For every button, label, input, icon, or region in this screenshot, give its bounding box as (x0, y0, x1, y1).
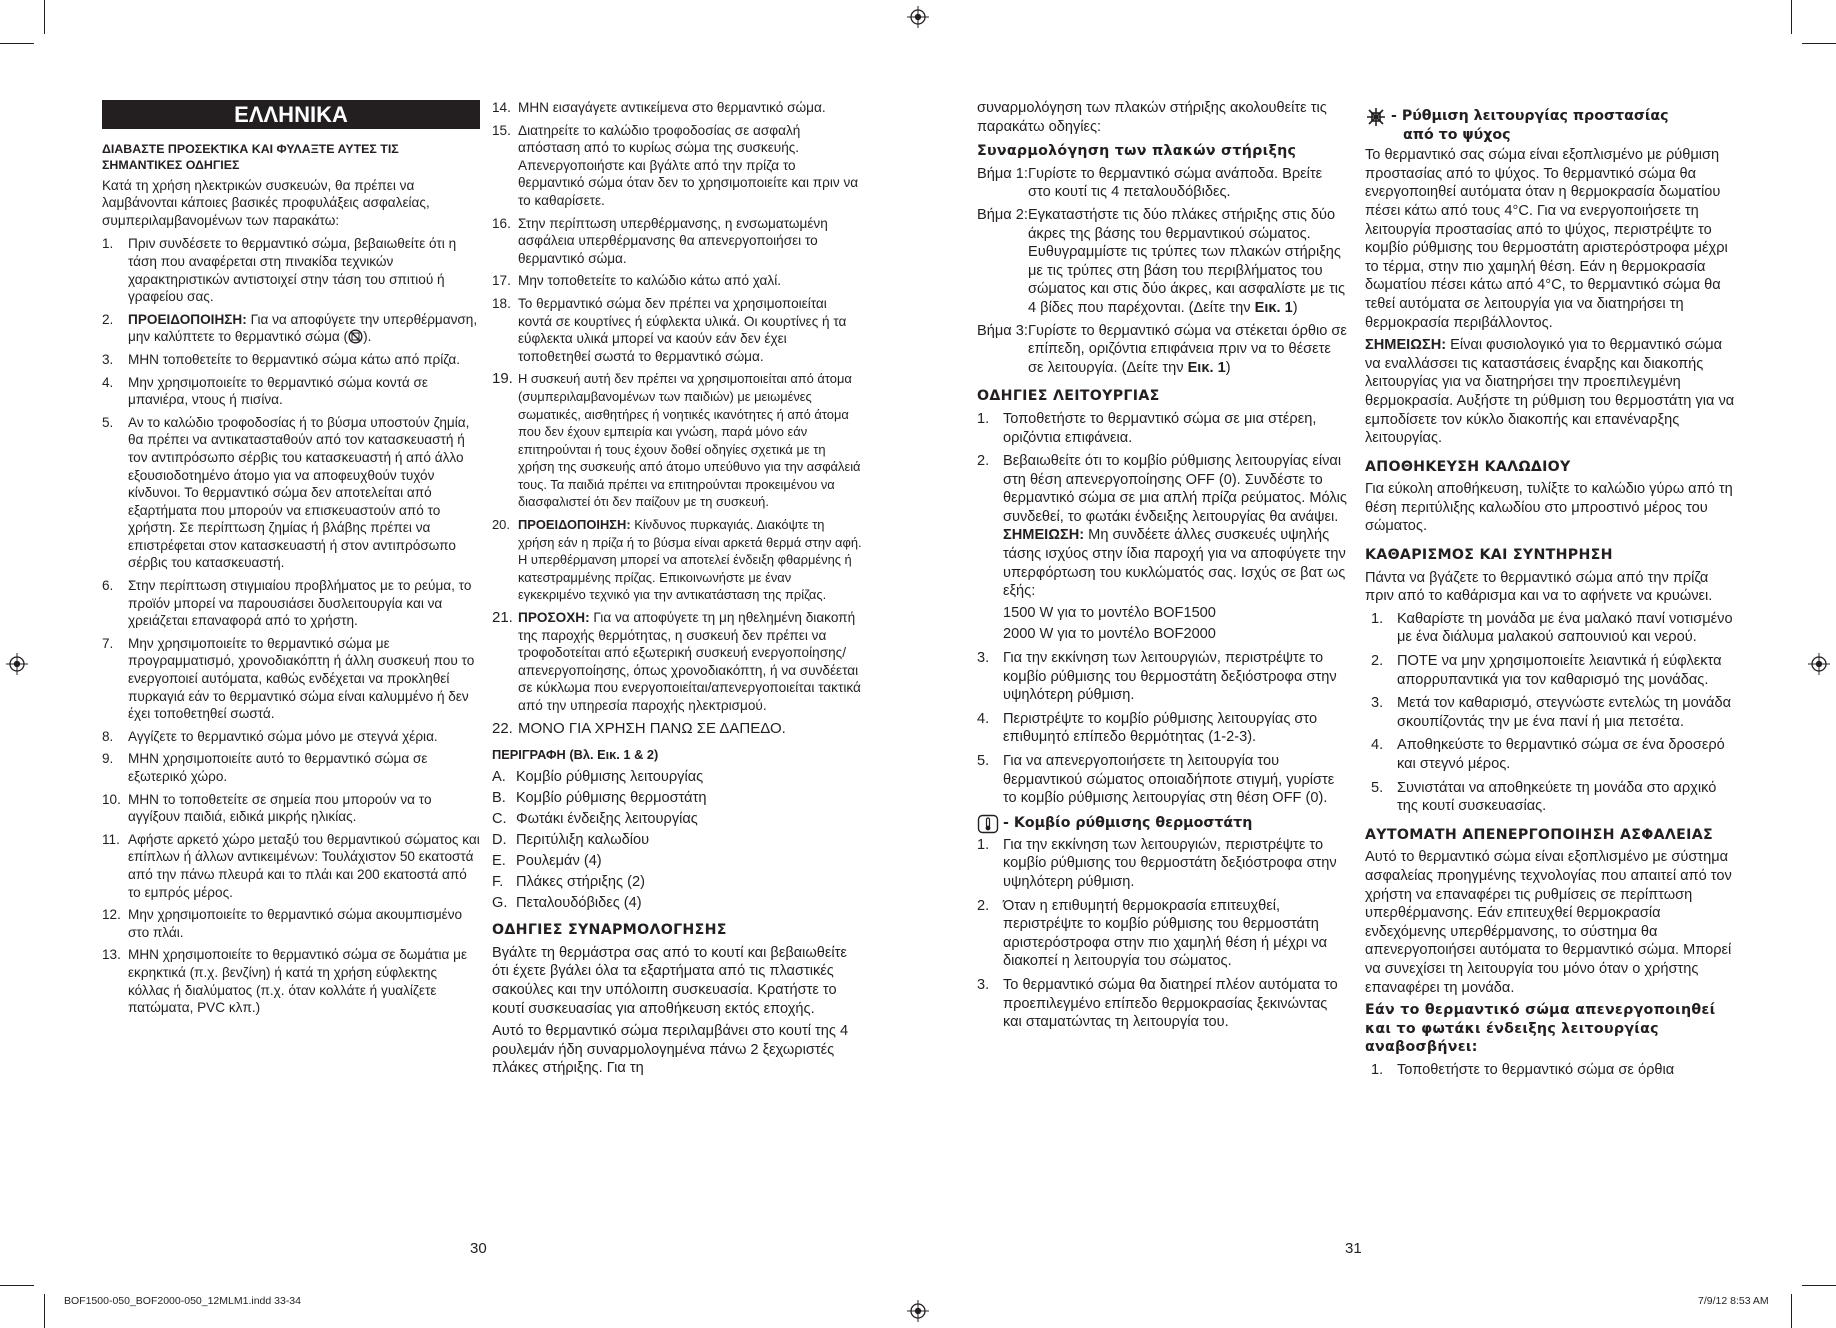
list-item: 8. Αγγίζετε το θερμαντικό σώμα μόνο με στεγνά χέρια. (102, 728, 438, 744)
assembly-text: συναρμολόγηση των πλακών στήριξης ακολουθείτε τις παρακάτω οδηγίες: (977, 100, 1327, 135)
list-item: 2. Όταν η επιθυμητή θερμοκρασία επιτευχθεί, περιστρέψτε το κομβίο ρύθμισης του θερμοστάτη αριστερόστροφα στην πιο χαμηλή θέση ή μέχρι να διακοπεί η λειτουργία του σώματος. (977, 897, 1328, 970)
list-item: 1. Καθαρίστε τη μονάδα με ένα μαλακό πανί νοτισμένο με ένα διάλυμα μαλακού σαπουνιού και νερού. (1371, 610, 1733, 646)
list-item: 15. Διατηρείτε το καλώδιο τροφοδοσίας σε ασφαλή απόσταση από το κυρίως σώμα της συσκευής. Απενεργοποιήστε και βγάλτε από την πρίζα το θερμαντικό σώμα όταν δεν το χρησιμοποιείτε και πριν να το καθαρίσετε. (492, 122, 859, 208)
list-item: 3. Μετά τον καθαρισμό, στεγνώστε εντελώς τη μονάδα σκουπίζοντάς την με ένα πανί ή μια πετσέτα. (1371, 695, 1732, 730)
auto-shutoff-subheading: Εάν το θερμαντικό σώμα απενεργοποιηθεί και το φωτάκι ένδειξης λειτουργίας αναβοσβήνει: (1365, 1002, 1716, 1056)
list-item: 10. ΜΗΝ το τοποθετείτε σε σημεία που μπορούν να το αγγίξουν παιδιά, ειδικά μικρής ηλικίας. (102, 791, 432, 825)
column-3 (977, 99, 1347, 1037)
list-item: 1. Πριν συνδέσετε το θερμαντικό σώμα, βεβαιωθείτε ότι η τάση που αναφέρεται στη πινακίδα τεχνικών χαρακτηριστικών αντιστοιχεί στην τάση του σπιτιού ή γραφείου σας. (102, 236, 457, 305)
list-item: 4. Μην χρησιμοποιείτε το θερμαντικό σώμα κοντά σε μπανιέρα, ντους ή πισίνα. (102, 374, 428, 408)
column-1 (102, 100, 480, 1022)
list-item: 9. ΜΗΝ χρησιμοποιείτε αυτό το θερμαντικό σώμα σε εξωτερικό χώρο. (102, 751, 428, 784)
list-item: 5. Για να απενεργοποιήσετε τη λειτουργία του θερμαντικού σώματος οποιαδήποτε στιγμή, γυρίστε το κομβίο ρύθμισης λειτουργίας στη θέση OFF (0). (977, 753, 1335, 807)
frost-heading: - Ρύθμιση λειτουργίας προστασίας από το ψύχος (1365, 107, 1735, 144)
cleaning-heading: ΚΑΘΑΡΙΣΜΟΣ ΚΑΙ ΣΥΝΤΗΡΗΣΗ (1365, 547, 1613, 564)
list-item: 11. Αφήστε αρκετό χώρο μεταξύ του θερμαντικού σώματος και επίπλων ή άλλων αντικειμένων: Τουλάχιστον 50 εκατοστά από την πάνω πλευρά και το πλάι και 200 εκατοστά από το εμπρός μέρος. (102, 831, 480, 900)
list-item: 17. Μην τοποθετείτε το καλώδιο κάτω από χαλί. (492, 273, 782, 289)
list-item: 18. Το θερμαντικό σώμα δεν πρέπει να χρησιμοποιείται κοντά σε κουρτίνες ή εύφλεκτα υλικά. Οι κουρτίνες ή τα εύφλεκτα υλικά μπορεί να καούν εάν δεν έχει τοποθετηθεί σωστά το θερμαντικό σώμα. (492, 295, 847, 364)
thermostat-heading: - Κομβίο ρύθμισης θερμοστάτη (977, 814, 1347, 834)
footer-date-slug: 7/9/12 8:53 AM (1698, 1295, 1769, 1307)
description-item: A. Κομβίο ρύθμισης λειτουργίας (492, 769, 704, 786)
assembly-text: Αυτό το θερμαντικό σώμα περιλαμβάνει στο κουτί της 4 ρουλεμάν ήδη συναρμολογημένα πάνω 2 ξεχωριστές πλάκες στήριξης. Για τη (492, 1023, 849, 1077)
list-item: 2. ΠΟΤΕ να μην χρησιμοποιείτε λειαντικά ή εύφλεκτα απορρυπαντικά για τον καθαρισμό της μονάδας. (1371, 653, 1722, 688)
auto-shutoff-heading: ΑΥΤΟΜΑΤΗ ΑΠΕΝΕΡΓΟΠΟΙΗΣΗ ΑΣΦΑΛΕΙΑΣ (1365, 826, 1714, 843)
list-item: 5. Συνιστάται να αποθηκεύετε τη μονάδα στο αρχικό της κουτί συσκευασίας. (1371, 779, 1717, 815)
crop-mark (44, 0, 45, 34)
list-item: 22. ΜΟΝΟ ΓΙΑ ΧΡΗΣΗ ΠΑΝΩ ΣΕ ΔΑΠΕΔΟ. (492, 719, 786, 737)
list-item: 6. Στην περίπτωση στιγμιαίου προβλήματος με το ρεύμα, το προϊόν μπορεί να παρουσιάσει δυσλειτουργία και να χρειάζεται επαναφορά από το χρήστη. (102, 578, 472, 629)
crop-mark (1802, 43, 1836, 44)
list-item: 2. ΠΡΟΕΙΔΟΠΟΙΗΣΗ: Για να αποφύγετε την υπερθέρμανση, μην καλύπτετε το θερμαντικό σώμα ( ). (102, 311, 478, 345)
description-item: D. Περιτύλιξη καλωδίου (492, 832, 650, 849)
list-item: 1. Τοποθετήστε το θερμαντικό σώμα σε όρθια (1371, 1061, 1675, 1078)
column-2 (492, 99, 862, 1082)
description-heading: ΠΕΡΙΓΡΑΦΗ (Βλ. Εικ. 1 & 2) (492, 747, 659, 763)
registration-mark-icon (6, 653, 28, 675)
warning-label: ΠΡΟΕΙΔΟΠΟΙΗΣΗ: (128, 311, 247, 327)
registration-mark-icon (907, 1300, 929, 1322)
list-item: 1. Τοποθετήστε το θερμαντικό σώμα σε μια στέρεη, οριζόντια επιφάνεια. (977, 410, 1317, 446)
cord-storage-heading: ΑΠΟΘΗΚΕΥΣΗ ΚΑΛΩΔΙΟΥ (1365, 458, 1571, 475)
list-item: 13. ΜΗΝ χρησιμοποιείτε το θερμαντικό σώμα σε δωμάτια με εκρηκτικά (π.χ. βενζίνη) ή κατά τη χρήση εύφλεκτης κόλλας ή διαλύματος (π.χ. όταν κολλάτε ή γυαλίζετε πατώματα, PVC κλπ.) (102, 947, 468, 1016)
page-number-right: 31 (1345, 1240, 1362, 1257)
crop-mark (1802, 1285, 1836, 1286)
registration-mark-icon (1808, 653, 1830, 675)
list-item: 4. Αποθηκεύστε το θερμαντικό σώμα σε ένα δροσερό και στεγνό μέρος. (1371, 737, 1725, 772)
description-item: E. Ρουλεμάν (4) (492, 853, 602, 870)
crop-mark (0, 1285, 34, 1286)
column-4 (1365, 107, 1735, 1085)
crop-mark (44, 1294, 45, 1328)
operating-heading: ΟΔΗΓΙΕΣ ΛΕΙΤΟΥΡΓΙΑΣ (977, 388, 1160, 405)
list-item: 19. Η συσκευή αυτή δεν πρέπει να χρησιμοποιείται από άτομα (συμπεριλαμβανομένων των παιδιών) με μειωμένες σωματικές, αισθητήρες ή νοητικές ικανότητες ή από άτομα που δεν έχουν εμπειρία και γνώση, παρά μόνο εάν επιτηρούνται ή τους έχουν δοθεί οδηγίες σχετικά με τη χρήση της συσκευής από άτομο υπεύθυνο για την ασφάλειά τους. Τα παιδιά πρέπει να επιτηρούνται προκειμένου να διασφαλιστεί ότι δεν παίζουν με τη συσκευή. (492, 370, 861, 510)
list-item: 2. Βεβαιωθείτε ότι το κομβίο ρύθμισης λειτουργίας είναι στη θέση απενεργοποίησης OFF (0). Συνδέστε το θερμαντικό σώμα σε μια απλή πρίζα ρεύματος. Μόλις συνδεθεί, το φωτάκι ένδειξης λειτουργίας θα ανάψει. ΣΗΜΕΙΩΣΗ: Μη συνδέετε άλλες συσκευές υψηλής τάσης ισχύος στην ίδια παροχή για να αποφύγετε την υπερφόρτωση του κυκλώματός σας. Ισχύς σε βατ ως εξής: 1500 W για το μοντέλο BOF1500 2000 W για το μοντέλο BOF2000 (977, 453, 1347, 643)
assembly-step: Βήμα 3: Γυρίστε το θερμαντικό σώμα να στέκεται όρθιο σε επίπεδη, οριζόντια επιφάνεια πριν να το θέσετε σε λειτουργία. (Δείτε την Εικ. 1) (977, 322, 1347, 376)
auto-shutoff-text: Αυτό το θερμαντικό σώμα είναι εξοπλισμένο με σύστημα ασφαλείας προηγμένης τεχνολογίας που απαιτεί από τον χρήστη να επαναφέρει τις ρυθμίσεις σε περίπτωση υπερθέρμανσης. Εάν επιτευχθεί θερμοκρασία ενδεχόμενης υπερθέρμανσης, το σύστημα θα απενεργοποιήσει αυτόματα το θερμαντικό σώμα. Μπορεί να συνεχίσει τη λειτουργία του μόνο όταν ο χρήστης επαναφέρει τη μονάδα. (1365, 849, 1732, 996)
do-not-cover-icon (348, 329, 363, 344)
safety-intro: Κατά τη χρήση ηλεκτρικών συσκευών, θα πρέπει να λαμβάνονται κάποιες βασικές προφυλάξεις ασφαλείας, συμπεριλαμβανομένων των παρακάτω: (102, 177, 430, 228)
description-item: F. Πλάκες στήριξης (2) (492, 874, 645, 891)
assembly-heading: ΟΔΗΓΙΕΣ ΣΥΝΑΡΜΟΛΟΓΗΣΗΣ (492, 922, 727, 939)
page-number-left: 30 (470, 1240, 487, 1257)
list-item: 7. Μην χρησιμοποιείτε το θερμαντικό σώμα με προγραμματισμό, χρονοδιακόπτη ή άλλη συσκευή που το ενεργοποιεί αυτόματα, καθώς ενδέχεται να προκληθεί πυρκαγιά εάν το θερμαντικό σώμα είναι καλυμμένο ή δεν έχει τοποθετηθεί σωστά. (102, 635, 475, 722)
list-item: 5. Αν το καλώδιο τροφοδοσίας ή το βύσμα υποστούν ζημία, θα πρέπει να αντικατασταθούν από τον κατασκευαστή ή τον αντιπρόσωπο σέρβις του κατασκευαστή ή από άλλο εξουσιοδοτημένο άτομο για να αποφευχθούν τυχόν κίνδυνοι. Το θερμαντικό σώμα δεν αποτελείται από εξαρτήματα που μπορούν να επισκευαστούν από το χρήστη. Σε περίπτωση ζημίας ή βλάβης πρέπει να επιστρέφεται στον κατασκευαστή ή στον αντιπρόσωπο σέρβις του κατασκευαστή. (102, 414, 470, 571)
crop-mark (1791, 0, 1792, 34)
list-item: 16. Στην περίπτωση υπερθέρμανσης, η ενσωματωμένη ασφάλεια υπερθέρμανσης θα απενεργοποιήσει το θερμαντικό σώμα. (492, 215, 828, 266)
frost-note: ΣΗΜΕΙΩΣΗ: Είναι φυσιολογικό για το θερμαντικό σώμα να εναλλάσσει τις καταστάσεις έναρξης και διακοπής λειτουργίας για να διατηρήσει την προεπιλεγμένη θερμοκρασία. Αυξήστε τη ρύθμιση του θερμοστάτη για να εμποδίσετε τον κύκλο διακοπής και επανέναρξης λειτουργίας. (1365, 337, 1735, 447)
thermometer-icon (977, 814, 1003, 834)
warning-label: ΠΡΟΕΙΔΟΠΟΙΗΣΗ: (518, 517, 631, 533)
list-item: 20. ΠΡΟΕΙΔΟΠΟΙΗΣΗ: Κίνδυνος πυρκαγιάς. Διακόψτε τη χρήση εάν η πρίζα ή το βύσμα είναι αρκετά θερμά στην αφή. Η υπερθέρμανση μπορεί να αποτελεί ένδειξη φθαρμένης ή κατεστραμμένης πρίζας. Επικοινωνήστε με έναν εγκεκριμένο τεχνικό για την αντικατάσταση της πρίζας. (492, 517, 862, 603)
cord-storage-text: Για εύκολη αποθήκευση, τυλίξτε το καλώδιο γύρω από τη θέση περιτύλιξης καλωδίου στο μπροστινό μέρος του σώματος. (1365, 481, 1733, 535)
assembly-subheading: Συναρμολόγηση των πλακών στήριξης (977, 143, 1297, 160)
crop-mark (0, 43, 34, 44)
crop-mark (1791, 1294, 1792, 1328)
assembly-step: Βήμα 1: Γυρίστε το θερμαντικό σώμα ανάποδα. Βρείτε στο κουτί τις 4 πεταλουδόβιδες. (977, 165, 1323, 201)
caution-label: ΠΡΟΣΟΧΗ: (518, 610, 590, 626)
footer-file-slug: BOF1500-050_BOF2000-050_12MLM1.indd 33-34 (64, 1295, 301, 1307)
list-item: 21. ΠΡΟΣΟΧΗ: Για να αποφύγετε τη μη ηθελημένη διακοπή της παροχής θερμότητας, η συσκευή δεν πρέπει να τροφοδοτείται από εξωτερική συσκευή ενεργοποίησης/απενεργοποίησης, όπως χρονοδιακόπτη, ή να συνδέεται σε κύκλωμα που ενεργοποιείται/απενεργοποιείται τακτικά από την υπηρεσία παροχής ηλεκτρισμού. (492, 609, 861, 713)
list-item: 1. Για την εκκίνηση των λειτουργιών, περιστρέψτε το κομβίο ρύθμισης του θερμοστάτη δεξιόστροφα στην υψηλότερη ρύθμιση. (977, 836, 1337, 890)
description-item: C. Φωτάκι ένδειξης λειτουργίας (492, 811, 698, 828)
registration-mark-icon (907, 6, 929, 28)
list-item: 12. Μην χρησιμοποιείτε το θερμαντικό σώμα ακουμπισμένο στο πλάι. (102, 907, 463, 940)
safety-heading: ΔΙΑΒΑΣΤΕ ΠΡΟΣΕΚΤΙΚΑ ΚΑΙ ΦΥΛΑΞΤΕ ΑΥΤΕΣ ΤΙΣ ΣΗΜΑΝΤΙΚΕΣ ΟΔΗΓΙΕΣ (102, 141, 399, 172)
assembly-text: Βγάλτε τη θερμάστρα σας από το κουτί και βεβαιωθείτε ότι έχετε βγάλει όλα τα εξαρτήματα από τις πλαστικές σακούλες και την υπόλοιπη συσκευασία. Κρατήστε το κουτί συσκευασίας για αποθήκευση εκτός εποχής. (492, 944, 847, 1017)
list-item: 3. Για την εκκίνηση των λειτουργιών, περιστρέψτε το κομβίο ρύθμισης του θερμοστάτη δεξιόστροφα στην υψηλότερη ρύθμιση. (977, 650, 1337, 704)
list-item: 3. ΜΗΝ τοποθετείτε το θερμαντικό σώμα κάτω από πρίζα. (102, 351, 460, 367)
snowflake-icon (1365, 107, 1391, 127)
description-item: G. Πεταλουδόβιδες (4) (492, 895, 642, 912)
description-item: B. Κομβίο ρύθμισης θερμοστάτη (492, 790, 707, 807)
list-item: 3. Το θερμαντικό σώμα θα διατηρεί πλέον αυτόματα το προεπιλεγμένο επίπεδο θερμοκρασίας ξεκινώντας και σταματώντας τη λειτουργία του. (977, 976, 1338, 1031)
assembly-step: Βήμα 2: Εγκαταστήστε τις δύο πλάκες στήριξης στις δύο άκρες της βάσης του θερμαντικού σώματος. Ευθυγραμμίστε τις τρύπες των πλακών στήριξης με τις τρύπες στη βάση του περιβλήματος του σώματος και στις δύο άκρες, και ασφαλίστε με τις 4 βίδες που παρέχονται. (Δείτε την Εικ. 1) (977, 206, 1346, 316)
list-item: 14. ΜΗΝ εισαγάγετε αντικείμενα στο θερμαντικό σώμα. (492, 100, 826, 115)
list-item: 4. Περιστρέψτε το κομβίο ρύθμισης λειτουργίας στο επιθυμητό επίπεδο θερμότητας (1-2-3). (977, 710, 1318, 746)
frost-text: Το θερμαντικό σας σώμα είναι εξοπλισμένο με ρύθμιση προστασίας από το ψύχος. Το θερμαντικό σώμα θα ενεργοποιηθεί αυτόματα όταν η θερμοκρασία δωματίου πέσει κάτω από τους 4°C. Για να ενεργοποιήσετε τη λειτουργία προστασίας από το ψύχος, περιστρέψτε το κομβίο ρύθμισης του θερμοστάτη αριστερόστροφα μέχρι το τέρμα, στην πιο χαμηλή θέση. Εάν η θερμοκρασία δωματίου πέσει κάτω από 4°C, το θερμαντικό σώμα θα τεθεί αυτόματα σε λειτουργία για να διατηρήσει τη θερμοκρασία περιβάλλοντος. (1365, 147, 1728, 331)
cleaning-intro: Πάντα να βγάζετε το θερμαντικό σώμα από την πρίζα πριν από το καθάρισμα και να το αφήνετε να κρυώνει. (1365, 569, 1713, 605)
language-title: ΕΛΛΗΝΙΚΑ (102, 100, 480, 129)
note-label: ΣΗΜΕΙΩΣΗ: (1003, 527, 1085, 544)
